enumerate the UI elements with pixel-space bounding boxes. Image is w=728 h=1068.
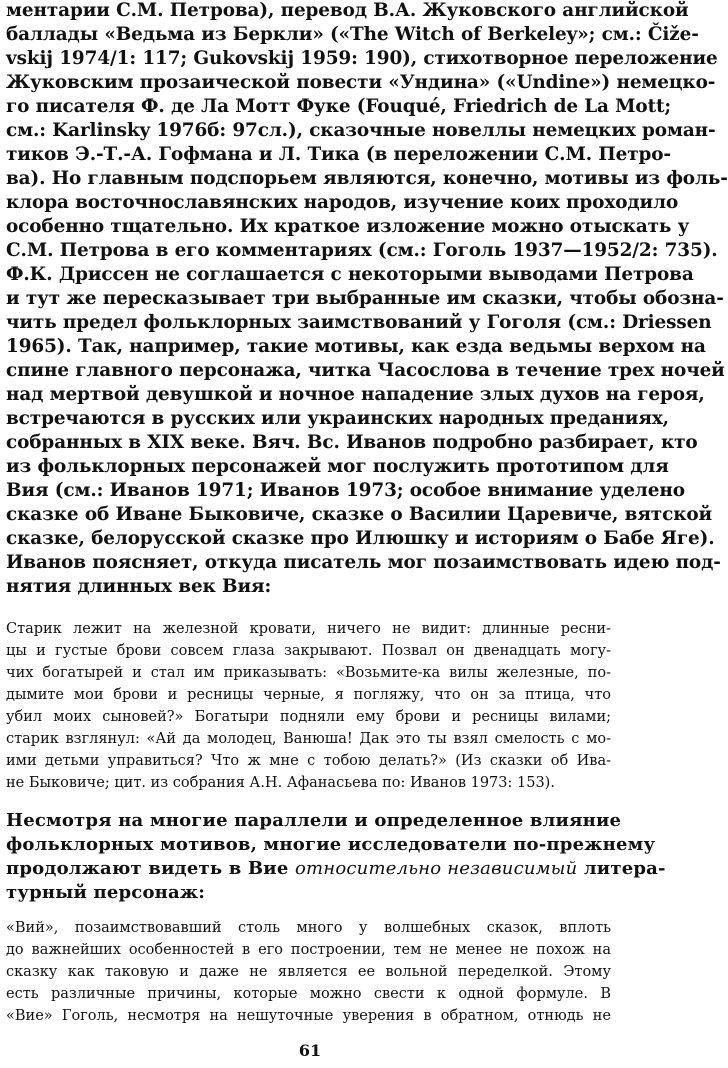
paragraph-line: Жуковским прозаической повести «Ундина» («Undine») немецко- bbox=[6, 72, 716, 93]
paragraph-line: сказке, белорусской сказке про Илюшку и историям о Бабе Яге). bbox=[6, 528, 715, 549]
line-text: продолжают видеть в Вие bbox=[6, 858, 289, 879]
paragraph-line: над мертвой девушкой и ночное нападение злых духов на героя, bbox=[6, 384, 705, 405]
quote-line: Старик лежит на железной кровати, ничего не видит: длинные ресни- bbox=[6, 621, 611, 637]
paragraph-line: см.: Karlinsky 1976б: 97сл.), сказочные новеллы немецких роман- bbox=[6, 120, 716, 141]
line-text: литера- bbox=[583, 858, 666, 879]
paragraph-line: встречаются в русских или украинских народных преданиях, bbox=[6, 408, 669, 429]
paragraph-line: нятия длинных век Вия: bbox=[6, 576, 272, 597]
paragraph-line: сказке об Иване Быковиче, сказке о Василии Царевиче, вятской bbox=[6, 504, 713, 525]
paragraph-line bbox=[6, 858, 666, 879]
quote-line: есть различные причины, которые можно свести к одной формуле. В bbox=[6, 986, 611, 1002]
paragraph-line: С.М. Петрова в его комментариях (см.: Гоголь 1937—1952/2: 735). bbox=[6, 240, 718, 261]
paragraph-line: ва). Но главным подспорьем являются, конечно, мотивы из фоль- bbox=[6, 168, 728, 189]
quote-line: чих богатырей и стал им приказывать: «Возьмите-ка вилы железные, по- bbox=[6, 665, 611, 681]
quote-line: не Быковиче; цит. из собрания А.Н. Афанасьева по: Иванов 1973: 153). bbox=[6, 775, 555, 791]
quote-line: до важнейших особенностей в его построении, тем не менее не похож на bbox=[6, 942, 611, 958]
paragraph-line: Ф.К. Дриссен не соглашается с некоторыми выводами Петрова bbox=[6, 264, 694, 285]
paragraph-line: тиков Э.-Т.-А. Гофмана и Л. Тика (в переложении С.М. Петро- bbox=[6, 144, 671, 165]
page-number: 61 bbox=[298, 1041, 322, 1060]
paragraph-line: 1965). Так, например, такие мотивы, как езда ведьмы верхом на bbox=[6, 336, 706, 357]
emphasized-text: относительно независимый bbox=[294, 858, 578, 879]
quote-line: дымите мои брови и ресницы черные, я погляжу, что он за птица, что bbox=[6, 687, 611, 703]
paragraph-line: собранных в XIX веке. Вяч. Вс. Иванов подробно разбирает, кто bbox=[6, 432, 698, 453]
paragraph-line: vskij 1974/1: 117; Gukovskij 1959: 190), стихотворное переложение bbox=[6, 48, 718, 69]
quote-line: «Вие» Гоголь, несмотря на нешуточные уверения в обратном, отнюдь не bbox=[6, 1008, 611, 1024]
quote-line: цы и густые брови совсем глаза закрывают. Позвал он двенадцать могу- bbox=[6, 643, 611, 659]
paragraph-line: го писателя Ф. де Ла Мотт Фуке (Fouqué, Friedrich de La Mott; bbox=[6, 96, 672, 117]
paragraph-line: особенно тщательно. Их краткое изложение можно отыскать у bbox=[6, 216, 690, 237]
paragraph-line: спине главного персонажа, читка Часослова в течение трех ночей bbox=[6, 360, 725, 381]
paragraph-line: Несмотря на многие параллели и определенное влияние bbox=[6, 810, 622, 831]
paragraph-line: ментарии С.М. Петрова), перевод В.А. Жуковского английской bbox=[6, 0, 689, 21]
paragraph-line: чить предел фольклорных заимствований у Гоголя (см.: Driessen bbox=[6, 312, 712, 333]
quote-line: убил моих сыновей?» Богатыри подняли ему брови и ресницы вилами; bbox=[6, 709, 611, 725]
quote-line: ими детьми управиться? Что ж мне с тобою делать?» (Из сказки об Ива- bbox=[6, 753, 611, 769]
quote-line: «Вий», позаимствовавший столь много у волшебных сказок, вплоть bbox=[6, 920, 611, 936]
paragraph-line: баллады «Ведьма из Беркли» («The Witch of Berkeley»; см.: Čiže- bbox=[6, 24, 699, 45]
paragraph-line: фольклорных мотивов, многие исследователи по-прежнему bbox=[6, 834, 656, 855]
paragraph-line: из фольклорных персонажей мог послужить прототипом для bbox=[6, 456, 669, 477]
paragraph-line: турный персонаж: bbox=[6, 882, 206, 903]
quote-line: сказку как таковую и даже не является ее вольной переделкой. Этому bbox=[6, 964, 611, 980]
paragraph-line: и тут же пересказывает три выбранные им сказки, чтобы обозна- bbox=[6, 288, 724, 309]
paragraph-line: клора восточнославянских народов, изучение коих проходило bbox=[6, 192, 679, 213]
paragraph-line: Вия (см.: Иванов 1971; Иванов 1973; особое внимание уделено bbox=[6, 480, 685, 501]
quote-line: старик взглянул: «Ай да молодец, Ванюша! Дак это ты взял смелость с мо- bbox=[6, 731, 611, 747]
paragraph-line: Иванов поясняет, откуда писатель мог позаимствовать идею под- bbox=[6, 552, 721, 573]
